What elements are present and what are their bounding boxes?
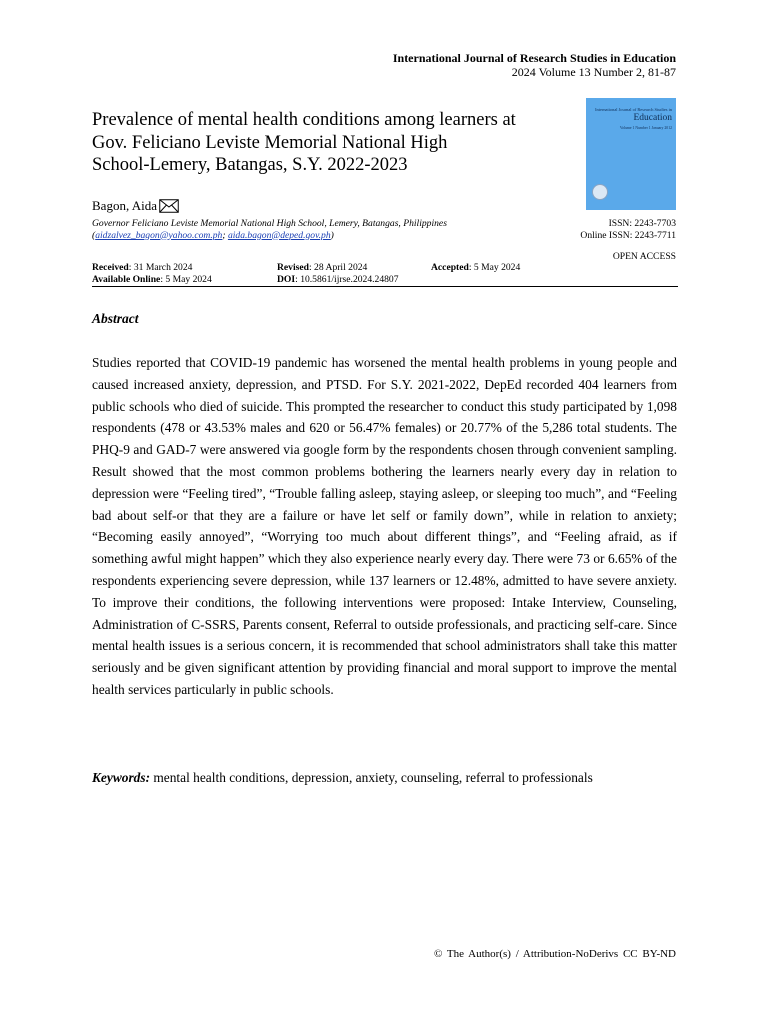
article-title (92, 109, 562, 177)
keywords (92, 769, 678, 787)
journal-header (393, 51, 676, 79)
dates-col-1 (92, 262, 212, 286)
keywords-label: Keywords: (92, 770, 151, 785)
cover-subject: Education (633, 113, 672, 123)
revised-date: Revised: 28 April 2024 (277, 262, 368, 273)
abstract-heading: Abstract (92, 311, 139, 326)
envelope-icon[interactable] (159, 199, 179, 213)
author-emails: (aidzalvez_bagon@yahoo.com.ph; aida.bagon@deped.gov.ph) (92, 229, 334, 241)
open-access-label: OPEN ACCESS (612, 251, 676, 262)
email-link-2[interactable]: aida.bagon@deped.gov.ph (227, 229, 331, 241)
journal-issue: 2024 Volume 13 Number 2, 81-87 (511, 65, 676, 79)
cover-logo-icon (592, 184, 608, 200)
doi: DOI: 10.5861/ijrse.2024.24807 (277, 274, 399, 285)
title-line: Prevalence of mental health conditions among learners at (92, 110, 516, 130)
affiliation: Governor Feliciano Leviste Memorial National High School, Lemery, Batangas, Philippines (92, 218, 447, 229)
journal-name: International Journal of Research Studies in Education (392, 51, 676, 65)
author-line (92, 198, 179, 214)
cover-top-strip (586, 92, 676, 98)
journal-cover-image (586, 92, 676, 210)
issn-block (580, 218, 676, 241)
received-date: Received: 31 March 2024 (92, 262, 193, 273)
issn-online: Online ISSN: 2243-7711 (580, 229, 676, 241)
dates-col-2 (277, 262, 399, 286)
header-divider (92, 286, 678, 287)
dates-col-3 (431, 262, 520, 274)
keywords-text: mental health conditions, depression, anxiety, counseling, referral to professionals (150, 770, 593, 785)
abstract-text: Studies reported that COVID-19 pandemic has worsened the mental health problems in young people and caused increased anxiety, depression, and PTSD. For S.Y. 2021-2022, DepEd recorded 404 learners from public schools who died of suicide. This prompted the researcher to conduct this study participated by 1,098 respondents (478 or 43.53% males and 620 or 56.47% females) or 20.77% of the 5,286 total students. The PHQ-9 and GAD-7 were answered via google form by the respondents chosen through convenient sampling. Result showed that the most common problems bothering the learners nearly every day in relation to depression were “Feeling tired”, “Trouble falling asleep, staying asleep, or sleeping too much”, and “Feeling bad about self-or that they are a failure or have let self or family down”, while in relation to anxiety; “Becoming easily annoyed”, “Worrying too much about different things”, and “Feeling afraid, as if something awful might happen” which they also experience nearly every day. There were 73 or 6.65% of the respondents experiencing severe depression, while 137 learners or 12.48%, admitted to have severe anxiety. To improve their conditions, the following interventions were proposed: Intake Interview, Counseling, Administration of C-SSRS, Parents consent, Referral to outside professionals, and practicing self-care. Since mental health issues is a serious concern, it is recommended that school administrators shall take this matter seriously and be given significant attention by providing financial and moral support to improve the mental health services particularly in public schools. (92, 355, 677, 697)
cover-journal-line: International Journal of Research Studies in (595, 107, 672, 112)
accepted-date: Accepted: 5 May 2024 (431, 262, 521, 273)
title-line: School-Lemery, Batangas, S.Y. 2022-2023 (92, 155, 408, 175)
affiliation-block (92, 218, 447, 241)
issn-print: ISSN: 2243-7703 (608, 218, 676, 229)
license-notice: © The Author(s) / Attribution-NoDerivs CC BY-ND (434, 948, 676, 960)
title-line: Gov. Feliciano Leviste Memorial National High (92, 132, 448, 153)
author-name: Bagon, Aida (92, 198, 157, 213)
online-date: Available Online: 5 May 2024 (92, 274, 212, 285)
cover-volume: Volume 1 Number 1 January 2012 (619, 126, 672, 130)
email-link-1[interactable]: aidzalvez_bagon@yahoo.com.ph (95, 229, 223, 241)
